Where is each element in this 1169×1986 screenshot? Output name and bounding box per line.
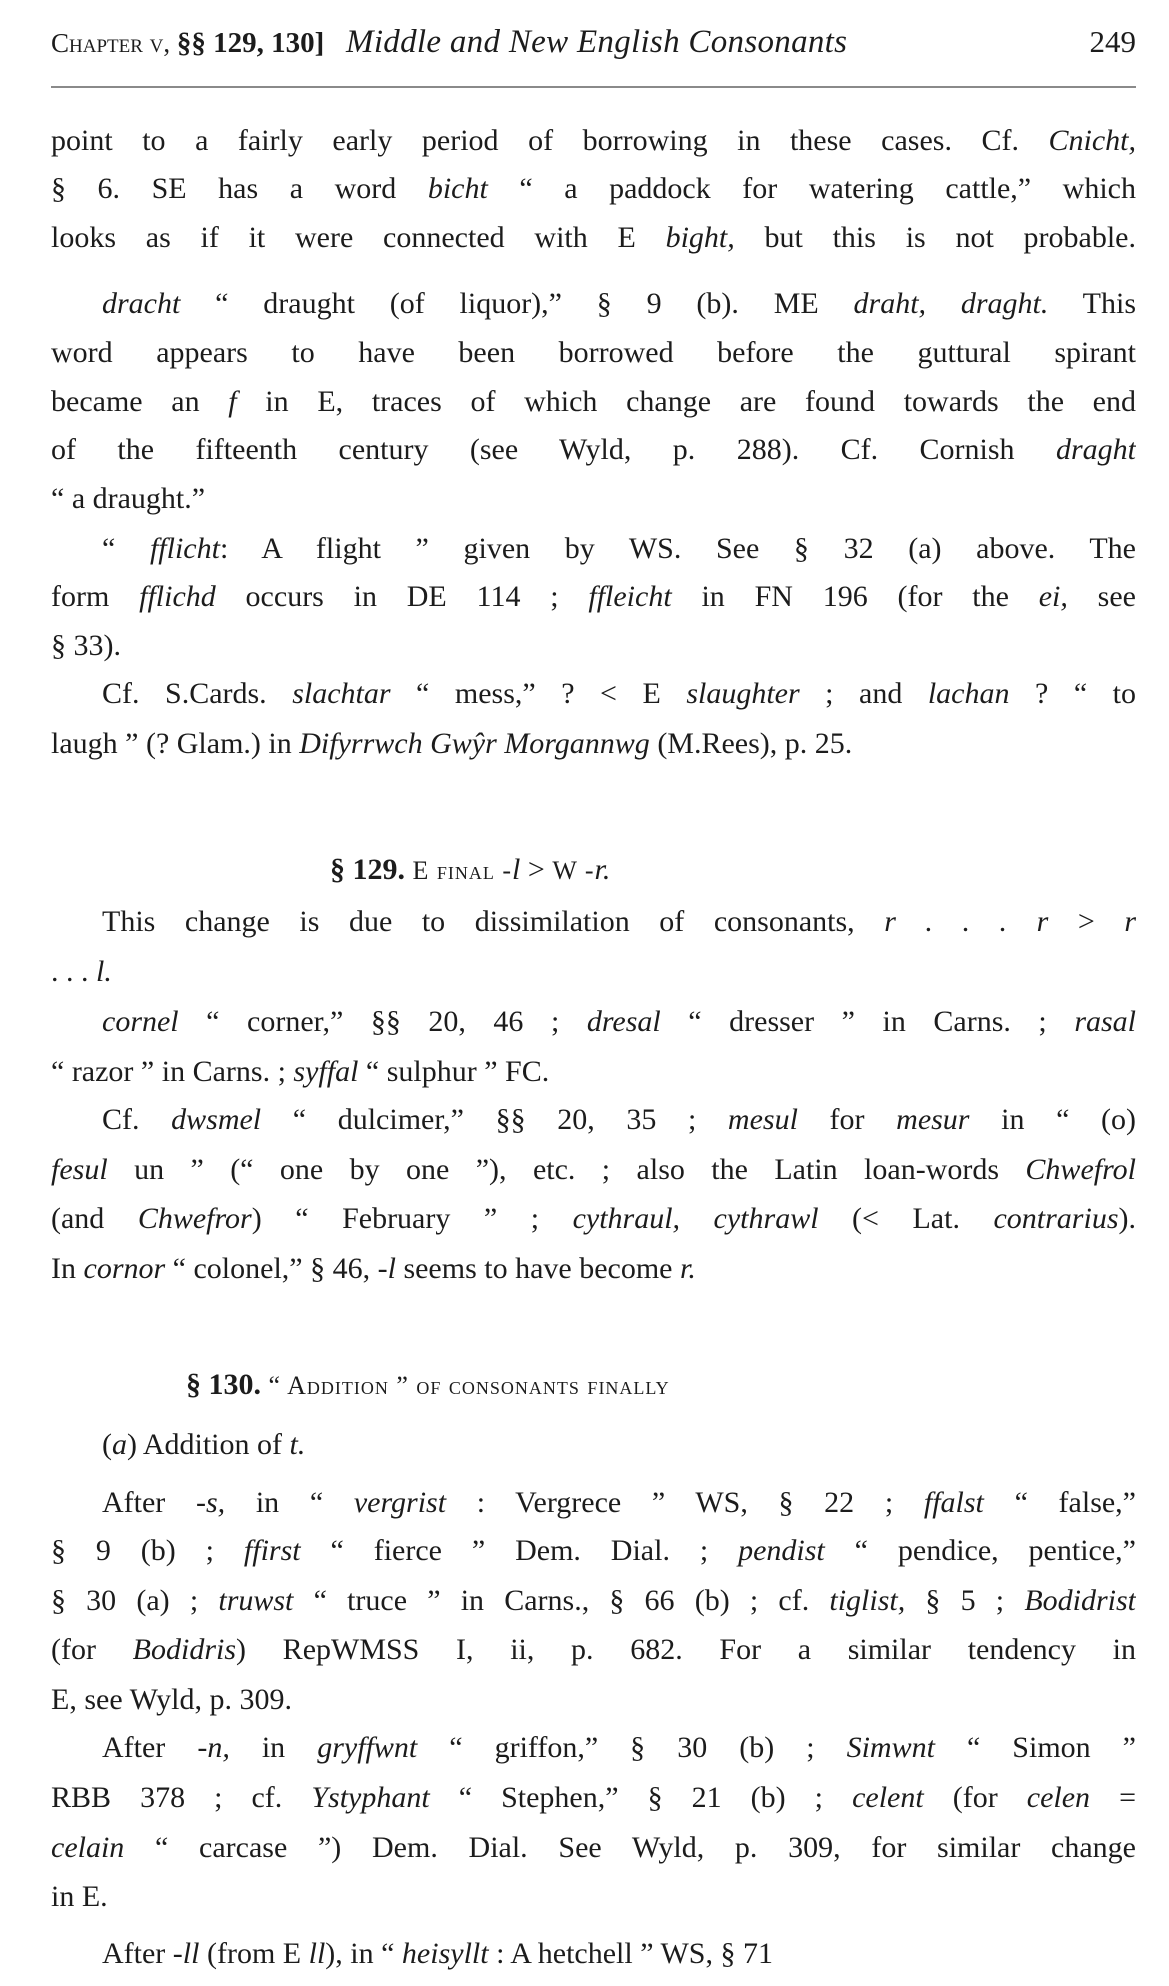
italic-term: ll: [182, 1937, 200, 1970]
italic-term: celen: [1026, 1781, 1091, 1814]
italic-term: lachan: [927, 677, 1010, 710]
header-chapter: Chapter v,: [51, 28, 177, 58]
text-run: of the fifteenth century (see Wyld, p. 288). Cf. Cornish: [51, 433, 1056, 466]
italic-term: pendist: [738, 1534, 825, 1567]
italic-term: r.: [594, 853, 611, 886]
text-run: in “ (o): [969, 1103, 1136, 1136]
text-run: (M.Rees), p. 25.: [649, 727, 853, 760]
text-run: >: [520, 853, 553, 886]
text-run: in “: [225, 1486, 354, 1519]
italic-term: draht, draght.: [853, 287, 1049, 320]
italic-term: Difyrrwch Gwŷr Morgannwg: [299, 727, 650, 760]
text-line: [51, 724, 852, 764]
italic-term: ffirst: [243, 1534, 301, 1567]
text-line: [51, 1778, 1136, 1818]
text-run: § 33).: [51, 629, 121, 662]
text-run: (for: [923, 1781, 1027, 1814]
text-run: ? “ to: [1009, 677, 1136, 710]
italic-term: bicht: [427, 172, 488, 205]
italic-term: l: [512, 853, 521, 886]
italic-term: vergrist: [353, 1486, 447, 1519]
text-line: [51, 1199, 1136, 1239]
page-number: 249: [1089, 24, 1136, 59]
text-run: “ pendice, pentice,”: [824, 1534, 1136, 1567]
text-run: >: [1048, 905, 1125, 938]
text-line: [51, 218, 1136, 258]
text-line: [102, 284, 1136, 324]
text-line: [51, 479, 205, 519]
text-run: see: [1067, 580, 1136, 613]
italic-term: n,: [207, 1731, 230, 1764]
text-run: “ dulcimer,” §§ 20, 35 ;: [261, 1103, 728, 1136]
text-run: occurs in DE 114 ;: [215, 580, 589, 613]
italic-term: celent: [852, 1781, 924, 1814]
italic-term: s,: [205, 1486, 226, 1519]
text-line: [51, 1249, 696, 1289]
text-run: “ griffon,” § 30 (b) ;: [417, 1731, 847, 1764]
text-run: This change is due to dissimilation of consonants,: [102, 905, 885, 938]
text-line: [102, 1100, 1136, 1140]
text-run: : A hetchell ” WS, § 71: [488, 1937, 773, 1970]
text-run: form: [51, 580, 140, 613]
text-run: but this is not probable.: [734, 221, 1136, 254]
text-run: § 6. SE has a word: [51, 172, 428, 205]
text-run: [261, 1368, 269, 1401]
italic-term: gryffwnt: [317, 1731, 418, 1764]
text-run: “ a draught.”: [51, 482, 206, 515]
text-run: § 9 (b) ;: [51, 1534, 244, 1567]
small-caps-text: E final -: [412, 856, 513, 885]
text-run: ), in “: [325, 1937, 402, 1970]
text-run: seems to have become: [395, 1252, 680, 1285]
italic-term: cornor: [83, 1252, 166, 1285]
text-line: [51, 382, 1136, 422]
text-run: § 5 ;: [905, 1584, 1025, 1617]
text-line: [51, 1150, 1136, 1190]
text-run: (from E: [199, 1937, 309, 1970]
text-run: “ truce ” in Carns., § 66 (b) ; cf.: [293, 1584, 830, 1617]
italic-term: ffleicht: [588, 580, 672, 613]
text-line: [51, 626, 121, 666]
italic-term: Bodidrist: [1024, 1584, 1136, 1617]
text-run: for: [797, 1103, 897, 1136]
italic-term: Chwefrol: [1025, 1153, 1136, 1186]
italic-term: fflicht: [149, 532, 220, 565]
text-run: =: [1090, 1781, 1136, 1814]
italic-term: contrarius: [993, 1202, 1119, 1235]
header-rule: [51, 86, 1136, 88]
text-run: “ Stephen,” § 21 (b) ;: [429, 1781, 853, 1814]
text-run: “ false,”: [983, 1486, 1136, 1519]
text-line: [102, 902, 1136, 942]
text-run: “ razor ” in Carns. ;: [51, 1055, 294, 1088]
italic-term: celain: [51, 1831, 125, 1864]
text-line: [51, 1828, 1136, 1868]
text-run: “ mess,” ? < E: [390, 677, 687, 710]
text-run: “ sulphur ” FC.: [358, 1055, 550, 1088]
text-run: (for: [51, 1633, 133, 1666]
text-line: [102, 1934, 773, 1974]
section-heading: [186, 1365, 670, 1405]
text-line: [102, 1728, 1136, 1768]
header-title: Middle and New English Consonants: [346, 24, 848, 60]
italic-term: r: [1124, 905, 1136, 938]
text-run: looks as if it were connected with E: [51, 221, 666, 254]
text-run: “ dresser ” in Carns. ;: [660, 1005, 1075, 1038]
italic-term: a: [112, 1428, 127, 1461]
italic-term: Bodidris: [132, 1633, 237, 1666]
italic-term: rasal: [1074, 1005, 1136, 1038]
text-run: ) RepWMSS I, ii, p. 682. For a similar tendency in: [236, 1633, 1136, 1666]
text-line: [51, 430, 1136, 470]
text-line: [51, 333, 1136, 373]
text-run: “ a paddock for watering cattle,” which: [487, 172, 1136, 205]
italic-term: heisyllt: [401, 1937, 489, 1970]
text-run: became an: [51, 385, 229, 418]
italic-term: dwsmel: [171, 1103, 262, 1136]
text-run: Cf. S.Cards.: [102, 677, 293, 710]
text-run: E, see Wyld, p. 309.: [51, 1683, 292, 1716]
italic-term: dresal: [586, 1005, 661, 1038]
text-run: After -: [102, 1731, 208, 1764]
text-run: in: [229, 1731, 318, 1764]
text-run: “: [102, 532, 150, 565]
italic-term: ll: [308, 1937, 326, 1970]
text-run: : Vergrece ” WS, § 22 ;: [446, 1486, 924, 1519]
text-run: point to a fairly early period of borrowing in these cases. Cf.: [51, 124, 1049, 157]
italic-term: dracht: [102, 287, 181, 320]
text-line: [102, 1483, 1136, 1523]
text-run: Cf.: [102, 1103, 172, 1136]
text-run: This: [1048, 287, 1136, 320]
text-run: (: [102, 1428, 112, 1461]
section-heading: [330, 850, 610, 890]
italic-term: f: [228, 385, 237, 418]
text-line: [102, 1425, 305, 1465]
text-run: “ corner,” §§ 20, 46 ;: [178, 1005, 587, 1038]
text-run: : A flight ” given by WS. See § 32 (a) above. The: [219, 532, 1136, 565]
text-run: ) “ February ” ;: [251, 1202, 573, 1235]
italic-term: fflichd: [139, 580, 216, 613]
italic-term: r . . . r: [884, 905, 1049, 938]
text-run: ).: [1118, 1202, 1136, 1235]
text-line: [102, 529, 1136, 569]
italic-term: ffalst: [923, 1486, 984, 1519]
italic-term: Cnicht,: [1048, 124, 1136, 157]
text-run: After -: [102, 1486, 206, 1519]
text-run: (< Lat.: [818, 1202, 994, 1235]
text-run: “ draught (of liquor),” § 9 (b). ME: [180, 287, 854, 320]
text-run: [405, 853, 413, 886]
text-run: § 30 (a) ;: [51, 1584, 219, 1617]
running-header: [51, 20, 1136, 64]
text-run: RBB 378 ; cf.: [51, 1781, 312, 1814]
header-sections: §§ 129, 130]: [176, 27, 325, 59]
italic-term: draght: [1055, 433, 1136, 466]
text-run: . . .: [51, 955, 96, 988]
text-line: [51, 121, 1136, 161]
text-line: [51, 952, 112, 992]
italic-term: mesul: [727, 1103, 798, 1136]
text-run: ) Addition of: [127, 1428, 290, 1461]
text-line: [51, 1581, 1136, 1621]
italic-term: slachtar: [292, 677, 391, 710]
text-run: “ Simon ”: [934, 1731, 1136, 1764]
italic-term: Simwnt: [846, 1731, 935, 1764]
italic-term: cythraul, cythrawl: [572, 1202, 819, 1235]
italic-term: ei,: [1038, 580, 1068, 613]
text-run: “ fierce ” Dem. Dial. ;: [300, 1534, 739, 1567]
italic-term: slaughter: [686, 677, 800, 710]
text-run: “ carcase ”) Dem. Dial. See Wyld, p. 309, for similar change: [124, 1831, 1136, 1864]
text-line: [51, 169, 1136, 209]
small-caps-text: W -: [552, 856, 595, 885]
italic-term: mesur: [896, 1103, 970, 1136]
text-run: In: [51, 1252, 84, 1285]
text-line: [51, 1052, 549, 1092]
text-run: laugh ” (? Glam.) in: [51, 727, 300, 760]
italic-term: t.: [289, 1428, 306, 1461]
italic-term: l.: [96, 955, 112, 988]
text-run: (and: [51, 1202, 138, 1235]
italic-term: Ystyphant: [311, 1781, 430, 1814]
text-run: ; and: [799, 677, 928, 710]
text-run: in FN 196 (for the: [671, 580, 1039, 613]
section-number: § 129.: [330, 853, 405, 886]
text-line: [51, 577, 1136, 617]
text-line: [51, 1877, 108, 1917]
section-number: § 130.: [186, 1368, 261, 1401]
italic-term: truwst: [218, 1584, 294, 1617]
text-line: [102, 674, 1136, 714]
text-run: in E.: [51, 1880, 108, 1913]
small-caps-text: “ Addition ” of consonants finally: [268, 1371, 670, 1400]
text-run: in E, traces of which change are found towards the end: [236, 385, 1136, 418]
text-run: “ colonel,” § 46, -: [165, 1252, 388, 1285]
text-line: [51, 1531, 1136, 1571]
italic-term: cornel: [102, 1005, 179, 1038]
italic-term: fesul: [51, 1153, 108, 1186]
text-run: word appears to have been borrowed before the guttural spirant: [51, 336, 1136, 369]
italic-term: Chwefror: [137, 1202, 252, 1235]
text-run: After -: [102, 1937, 183, 1970]
italic-term: tiglist,: [829, 1584, 906, 1617]
text-line: [51, 1680, 292, 1720]
italic-term: syffal: [293, 1055, 359, 1088]
italic-term: r.: [680, 1252, 696, 1285]
text-line: [51, 1630, 1136, 1670]
text-line: [102, 1002, 1136, 1042]
italic-term: l: [387, 1252, 396, 1285]
italic-term: bight,: [665, 221, 735, 254]
text-run: un ” (“ one by one ”), etc. ; also the Latin loan-words: [107, 1153, 1026, 1186]
